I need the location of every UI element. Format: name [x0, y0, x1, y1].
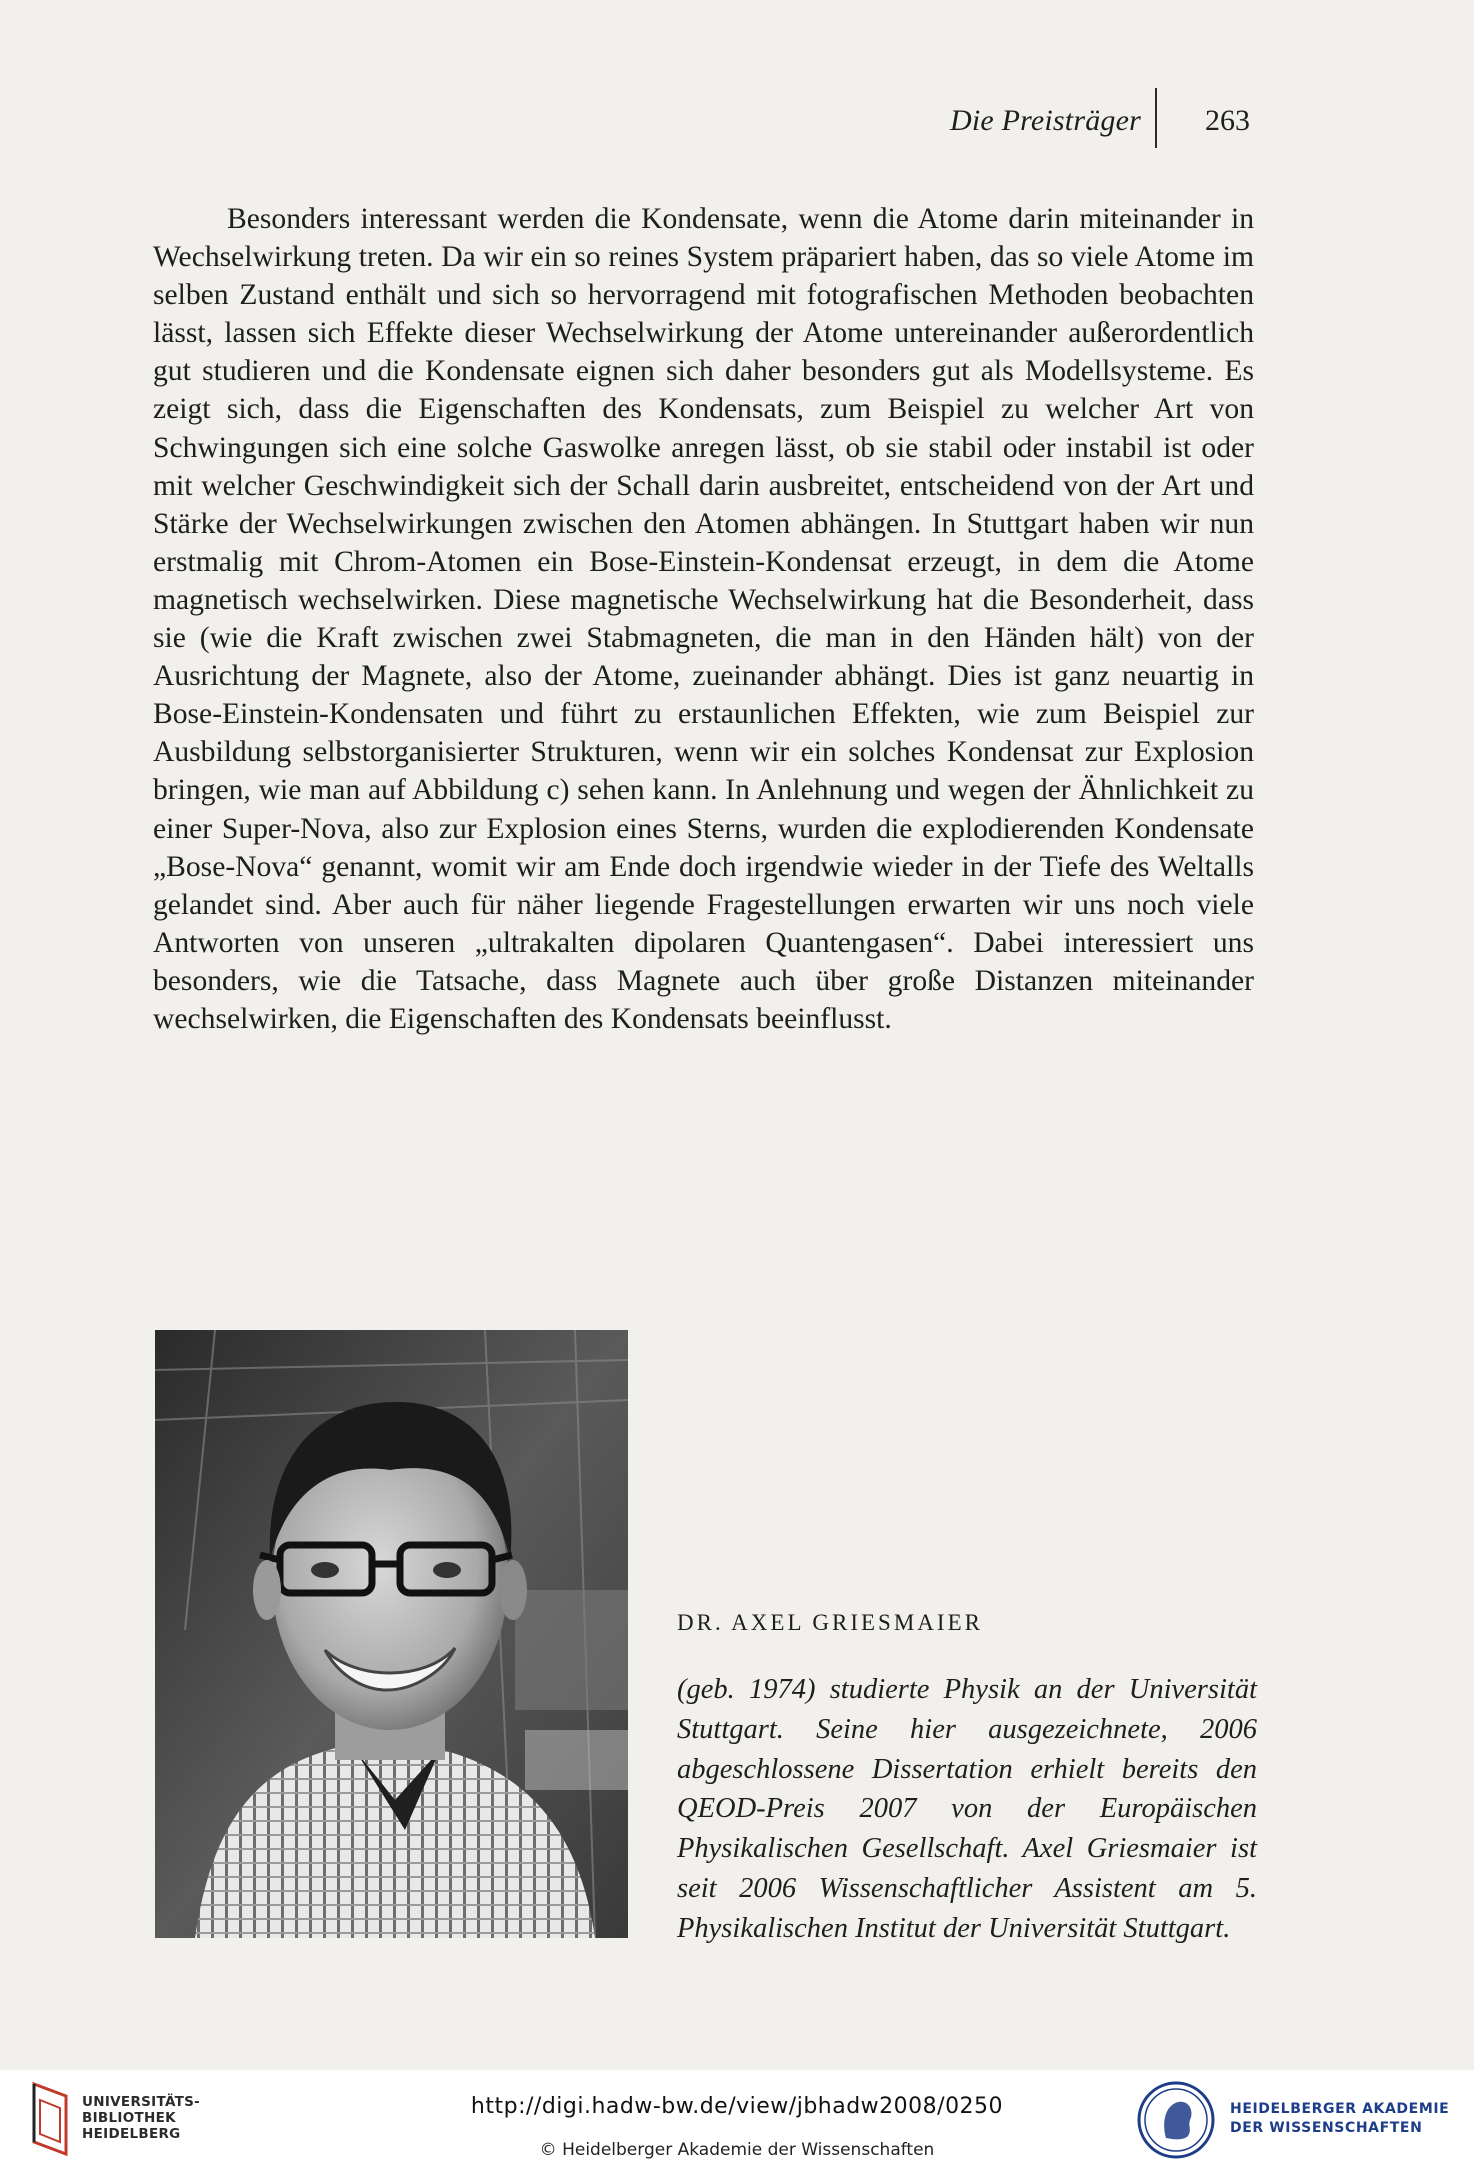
academy-name [1230, 2100, 1449, 2138]
page-header [0, 100, 1474, 140]
header-divider [1155, 88, 1157, 148]
source-url-link[interactable]: http://digi.hadw-bw.de/view/jbhadw2008/0250 [470, 2094, 1004, 2119]
running-title: Die Preisträger [949, 104, 1141, 137]
body-paragraph: Besonders interessant werden die Kondensate, wenn die Atome darin miteinander in Wechselwirkung treten. Da wir ein so reines System präpariert haben, das so viele Atome im selben Zustand enthält und sich so hervorragend mit fotografischen Methoden beobachten lässt, lassen sich Effekte dieser Wechselwirkung der Atome untereinander außerordentlich gut studieren und die Kondensate eignen sich daher besonders gut als Modellsysteme. Es zeigt sich, dass die Eigenschaften des Kondensats, zum Beispiel zu welcher Art von Schwingungen sich eine solche Gaswolke anregen lässt, ob sie stabil oder instabil ist oder mit welcher Geschwindigkeit sich der Schall darin ausbreitet, entscheidend von der Art und Stärke der Wechselwirkungen zwischen den Atomen abhängen. In Stuttgart haben wir nun erstmalig mit Chrom-Atomen ein Bose-Einstein-Kondensat erzeugt, in dem die Atome magnetisch wechselwirken. Diese magnetische Wechselwirkung hat die Besonderheit, dass sie (wie die Kraft zwischen zwei Stabmagneten, die man in den Händen hält) von der Ausrichtung der Magnete, also der Atome, zueinander abhängt. Dies ist ganz neuartig in Bose-Einstein-Kondensaten und führt zu erstaunlichen Effekten, wie zum Beispiel zur Ausbildung selbstorganisierter Strukturen, wenn wir ein solches Kondensat zur Explosion bringen, wie man auf Abbildung c) sehen kann. In Anlehnung und wegen der Ähnlichkeit zu einer Super-Nova, also zur Explosion eines Sterns, wurden die explodierenden Kondensate „Bose-Nova“ genannt, womit wir am Ende doch irgendwie wieder in der Tiefe des Weltalls gelandet sind. Aber auch für näher liegende Fragestellungen erwarten wir uns noch viele Antworten von unseren „ultrakalten dipolaren Quantengasen“. Dabei interessiert uns besonders, wie die Tatsache, dass Magnete auch über große Distanzen miteinander wechselwirken, die Eigenschaften des Kondensats beeinflusst. [153, 203, 1254, 1035]
digitization-footer [0, 2070, 1474, 2173]
library-name-line: HEIDELBERG [82, 2126, 181, 2142]
portrait-photo [155, 1330, 628, 1938]
library-name-line: UNIVERSITÄTS- [82, 2094, 201, 2110]
author-bio [677, 1610, 1257, 1949]
academy-name-line: HEIDELBERGER AKADEMIE [1230, 2101, 1450, 2117]
academy-seal-icon [1136, 2080, 1216, 2160]
portrait-photo-icon [155, 1330, 628, 1938]
library-name-line: BIBLIOTHEK [82, 2110, 176, 2126]
author-name: DR. AXEL GRIESMAIER [677, 1610, 983, 1635]
author-bio-text: (geb. 1974) studierte Physik an der Universität Stuttgart. Seine hier ausgezeichnete, 2006 abgeschlossene Dissertation erhielt bereits den QEOD-Preis 2007 von der Europäischen Physikalischen Gesellschaft. Axel Griesmaier ist seit 2006 Wissenschaftlicher Assistent am 5. Physikalischen Institut der Universität Stuttgart. [677, 1674, 1257, 1944]
page-number: 263 [1205, 104, 1250, 137]
copyright-notice: © Heidelberger Akademie der Wissenschaften [539, 2140, 935, 2160]
academy-name-line: DER WISSENSCHAFTEN [1230, 2120, 1423, 2136]
